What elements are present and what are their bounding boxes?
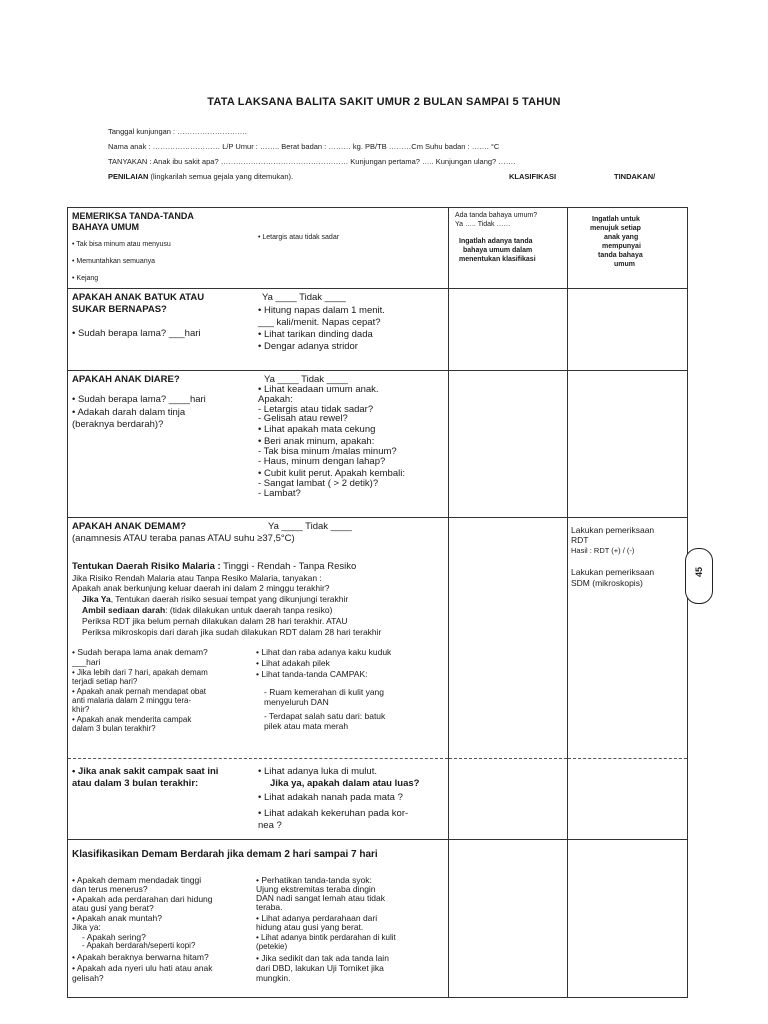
measles-sign: - Terdapat salah satu dari: batuk: [264, 711, 386, 721]
dengue-check: • Perhatikan tanda-tanda syok:: [256, 875, 372, 885]
row-danger-signs: [68, 208, 688, 289]
dengue-question: - Apakah sering?: [82, 932, 146, 942]
diarrhea-check: - Lambat?: [258, 488, 301, 499]
dengue-question: dan terus menerus?: [72, 884, 148, 894]
dengue-question: • Apakah ada perdarahan dari hidung: [72, 894, 213, 904]
blood-sample-label: Ambil sediaan darah: [82, 605, 166, 615]
dengue-check: • Lihat adanya perdarahaan dari: [256, 913, 378, 923]
danger-title-2: BAHAYA UMUM: [72, 222, 140, 232]
measles-sign: pilek atau mata merah: [264, 721, 349, 731]
rdt-exam: Lakukan pemeriksaan: [571, 525, 655, 535]
refer-note: mempunyai: [602, 243, 641, 250]
measles-check: • Lihat adanya luka di mulut.: [258, 766, 377, 777]
malaria-risk-options: Tinggi - Rendah - Tanpa Resiko: [220, 561, 357, 572]
dengue-title: Klasifikasikan Demam Berdarah jika demam 2 hari sampai 7 hari: [72, 849, 378, 860]
diarrhea-question: (beraknya berdarah)?: [72, 419, 164, 430]
dengue-question: Jika ya:: [72, 922, 101, 932]
assessment-note: (lingkarilah semua gejala yang ditemukan).: [150, 172, 294, 181]
dengue-question: • Apakah anak muntah?: [72, 913, 162, 923]
cough-check: • Lihat tarikan dinding dada: [258, 329, 373, 340]
malaria-if-yes: [82, 595, 348, 604]
row-measles: [68, 759, 688, 840]
fever-question: • Apakah anak menderita campak: [72, 715, 192, 724]
fever-question: anti malaria dalam 2 minggu tera-: [72, 696, 192, 705]
row-fever: [68, 518, 688, 759]
row-diarrhea: [68, 371, 688, 518]
if-yes-text: , Tentukan daerah risiko sesuai tempat yang dikunjungi terakhir: [110, 594, 349, 604]
danger-reminder: Ingatlah adanya tanda: [459, 238, 533, 245]
diarrhea-check: • Beri anak minum, apakah:: [258, 436, 375, 447]
dengue-check: Ujung ekstremitas teraba dingin: [256, 884, 376, 894]
dengue-question: • Apakah ada nyeri ulu hati atau anak: [72, 963, 213, 973]
action-header: TINDAKAN/: [614, 172, 656, 181]
fever-question: ___hari: [72, 657, 101, 667]
measles-check: nea ?: [258, 820, 282, 831]
danger-reminder: bahaya umum dalam: [463, 247, 533, 254]
microscopy-exam: Lakukan pemeriksaan: [571, 567, 655, 577]
diarrhea-check: - Gelisah atau rewel?: [258, 413, 348, 424]
fever-question: khir?: [72, 705, 90, 714]
cough-title-1: APAKAH ANAK BATUK ATAU: [72, 292, 205, 303]
measles-sign: - Ruam kemerahan di kulit yang: [264, 687, 385, 697]
fever-check: • Lihat adakah pilek: [256, 658, 330, 668]
danger-yes-no: Ya ….. Tidak ……: [455, 221, 511, 228]
visit-date-line: Tanggal kunjungan : ……………………….: [108, 127, 247, 136]
danger-reminder: menentukan klasifikasi: [459, 256, 536, 263]
fever-question: terjadi setiap hari?: [72, 677, 138, 686]
cough-check: • Hitung napas dalam 1 menit.: [258, 305, 385, 316]
row-dengue: [68, 840, 688, 998]
dengue-check: • Lihat adanya bintik perdarahan di kulit: [256, 933, 396, 942]
danger-item-right: • Letargis atau tidak sadar: [258, 234, 340, 241]
refer-note: Ingatlah untuk: [592, 216, 640, 223]
refer-note: umum: [614, 261, 635, 268]
child-info-line: Nama anak : ……………………… L/P Umur : …….. Berat badan : ……… kg. PB/TB ………Cm Suhu badan : ……. °C: [108, 142, 500, 151]
classification-header: KLASIFIKASI: [509, 172, 557, 181]
fever-question: • Apakah anak pernah mendapat obat: [72, 687, 207, 696]
fever-question: dalam 3 bulan terakhir?: [72, 724, 156, 733]
assessment-label: PENILAIAN: [108, 172, 149, 181]
microscopy-line: Periksa mikroskopis dari darah jika sudah dilakukan RDT dalam 28 hari terakhir: [82, 627, 382, 637]
danger-question: Ada tanda bahaya umum?: [455, 212, 538, 219]
dengue-question: • Apakah beraknya berwarna hitam?: [72, 952, 209, 962]
malaria-risk-line: [72, 562, 356, 572]
microscopy-exam: SDM (mikroskopis): [571, 578, 643, 588]
page-title: TATA LAKSANA BALITA SAKIT UMUR 2 BULAN SAMPAI 5 TAHUN: [207, 96, 561, 108]
fever-criteria: (anamnesis ATAU teraba panas ATAU suhu ≥37,5°C): [72, 533, 295, 544]
diarrhea-check: Apakah:: [258, 394, 293, 405]
dengue-check: DAN nadi sangat lemah atau tidak: [256, 893, 385, 903]
measles-check: Jika ya, apakah dalam atau luas?: [270, 778, 420, 789]
diarrhea-check: - Haus, minum dengan lahap?: [258, 456, 386, 467]
rdt-result: Hasil : RDT (+) / (-): [571, 546, 635, 555]
blood-sample-line: [82, 606, 332, 615]
assessment-line: [108, 172, 293, 181]
if-yes-label: Jika Ya: [82, 594, 111, 604]
dengue-question: • Apakah demam mendadak tinggi: [72, 875, 202, 885]
danger-title-1: MEMERIKSA TANDA-TANDA: [72, 211, 194, 221]
page-number-tab: [685, 548, 713, 604]
diarrhea-question: • Adakah darah dalam tinja: [72, 407, 186, 418]
diarrhea-check: • Lihat keadaan umum anak.: [258, 384, 379, 395]
blood-sample-text: : (tidak dilakukan untuk daerah tanpa resiko): [165, 605, 333, 615]
dengue-check: • Jika sedikit dan tak ada tanda lain: [256, 953, 389, 963]
dengue-check: dari DBD, lakukan Uji Torniket jika: [256, 963, 384, 973]
malaria-risk-title: Tentukan Daerah Risiko Malaria :: [72, 561, 221, 572]
dengue-check: hidung atau gusi yang berat.: [256, 922, 364, 932]
dengue-question: - Apakah berdarah/seperti kopi?: [82, 941, 196, 950]
fever-check: • Lihat tanda-tanda CAMPAK:: [256, 669, 368, 679]
danger-item: • Memuntahkan semuanya: [72, 258, 155, 265]
dengue-check: mungkin.: [256, 973, 291, 983]
malaria-line: Jika Risiko Rendah Malaria atau Tanpa Resiko Malaria, tanyakan :: [72, 573, 322, 583]
measles-check: • Lihat adakah kekeruhan pada kor-: [258, 808, 409, 819]
cough-check: • Dengar adanya stridor: [258, 341, 358, 352]
measles-sign: menyeluruh DAN: [264, 697, 329, 707]
refer-note: tanda bahaya: [598, 252, 643, 259]
dengue-check: teraba.: [256, 902, 283, 912]
dengue-question: gelisah?: [72, 973, 104, 983]
refer-note: menujuk setiap: [590, 225, 641, 232]
fever-yes-no: Ya ____ Tidak ____: [268, 521, 352, 532]
rdt-exam: RDT: [571, 535, 589, 545]
fever-question: • Sudah berapa lama anak demam?: [72, 647, 208, 657]
measles-check: • Lihat adakah nanah pada mata ?: [258, 792, 403, 803]
diarrhea-check: - Tak bisa minum /malas minum?: [258, 446, 397, 457]
danger-item: • Kejang: [72, 275, 99, 282]
cough-title-2: SUKAR BERNAPAS?: [72, 304, 167, 315]
diarrhea-check: • Cubit kulit perut. Apakah kembali:: [258, 468, 405, 479]
cough-check: ___ kali/menit. Napas cepat?: [258, 317, 381, 328]
fever-check: • Lihat dan raba adanya kaku kuduk: [256, 647, 392, 657]
dengue-question: atau gusi yang berat?: [72, 903, 154, 913]
diarrhea-check: • Lihat apakah mata cekung: [258, 424, 376, 435]
cough-yes-no: Ya ____ Tidak ____: [262, 292, 346, 303]
ask-line: TANYAKAN : Anak ibu sakit apa? …………………………………………… Kunjungan pertama? ….. Kunjungan ulang? …….: [108, 157, 516, 166]
diarrhea-yes-no: Ya ____ Tidak ____: [264, 374, 348, 385]
diarrhea-check: - Letargis atau tidak sadar?: [258, 404, 374, 415]
danger-item: • Tak bisa minum atau menyusu: [72, 241, 171, 248]
rdt-line: Periksa RDT jika belum pernah dilakukan dalam 28 hari terakhir. ATAU: [82, 616, 348, 626]
page-number: 45: [694, 567, 704, 578]
diarrhea-title: APAKAH ANAK DIARE?: [72, 374, 180, 385]
measles-question: atau dalam 3 bulan terakhir:: [72, 778, 199, 789]
cough-duration: • Sudah berapa lama? ___hari: [72, 328, 201, 339]
diarrhea-question: • Sudah berapa lama? ____hari: [72, 394, 206, 405]
dengue-check: (petekie): [256, 942, 288, 951]
malaria-line: Apakah anak berkunjung keluar daerah ini dalam 2 minggu terakhir?: [72, 583, 330, 593]
fever-title: APAKAH ANAK DEMAM?: [72, 521, 186, 532]
diarrhea-check: - Sangat lambat ( > 2 detik)?: [258, 478, 379, 489]
fever-question: • Jika lebih dari 7 hari, apakah demam: [72, 668, 208, 677]
row-cough: [68, 289, 688, 371]
refer-note: anak yang: [604, 234, 639, 241]
measles-question: • Jika anak sakit campak saat ini: [72, 766, 219, 777]
assessment-table: [67, 207, 688, 998]
